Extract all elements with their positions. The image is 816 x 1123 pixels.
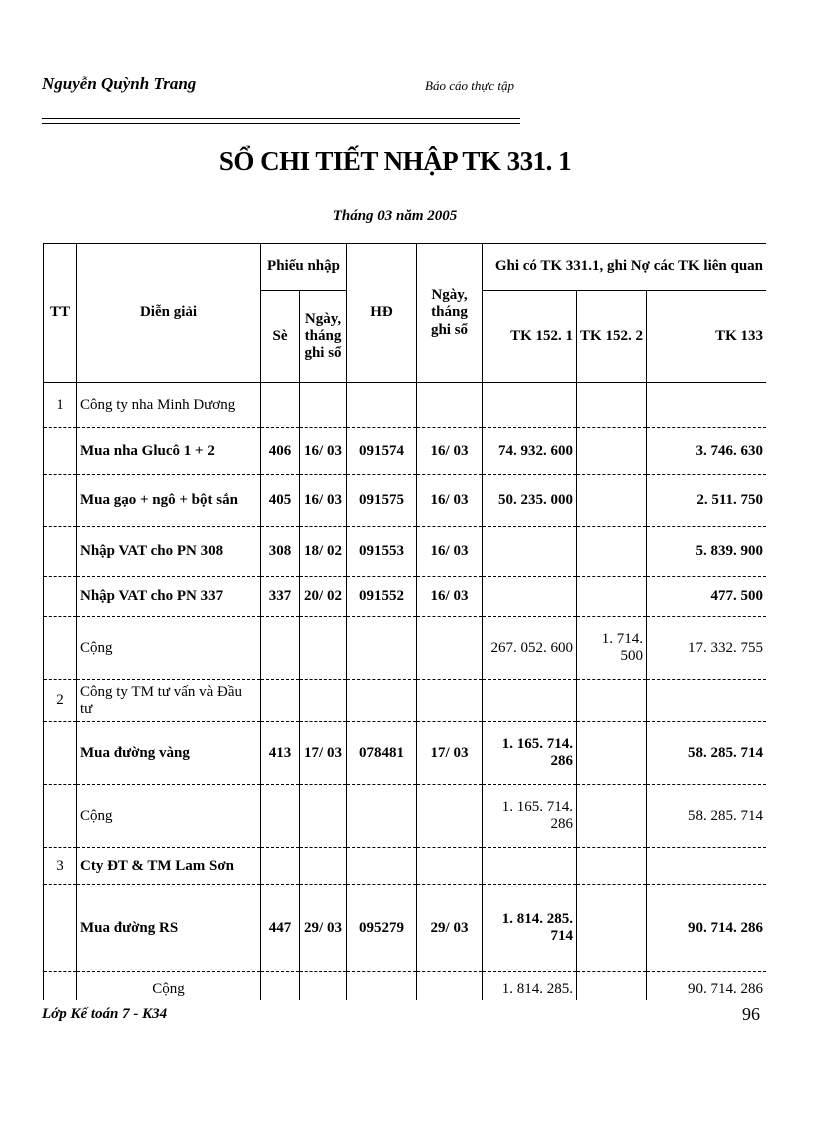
cell-ngay: 16/ 03 [300,475,347,527]
header-so: Sè [261,291,300,383]
cell-tk1521: 1. 814. 285. [483,972,577,1001]
header-tk1521: TK 152. 1 [483,291,577,383]
header-ghi-co: Ghi có TK 331.1, ghi Nợ các TK liên quan [483,244,766,291]
table-row [44,972,767,1001]
cell-ngay-ghi [417,972,483,1001]
header-tk133: TK 133 [647,291,766,383]
cell-dien-giai: Nhập VAT cho PN 337 [77,577,261,617]
cell-hd [347,785,417,848]
cell-tk133: 2. 511. 750 [647,475,766,527]
cell-tt [44,428,77,475]
cell-dien-giai: Cộng [77,617,261,680]
cell-ngay [300,785,347,848]
ledger-table-container [43,243,766,1000]
table-row [44,680,767,722]
cell-tt [44,972,77,1001]
cell-tk1521 [483,577,577,617]
table-row [44,428,767,475]
header-tk1522: TK 152. 2 [577,291,647,383]
cell-tk133: 5. 839. 900 [647,527,766,577]
cell-tt [44,722,77,785]
cell-tk1522 [577,383,647,428]
header-divider [42,118,520,119]
cell-tk133: 17. 332. 755 [647,617,766,680]
cell-ngay-ghi: 16/ 03 [417,428,483,475]
cell-tk1522 [577,475,647,527]
cell-ngay-ghi [417,848,483,885]
table-row [44,722,767,785]
header-hd: HĐ [347,244,417,383]
cell-so [261,680,300,722]
cell-hd [347,848,417,885]
cell-dien-giai: Mua nha Glucô 1 + 2 [77,428,261,475]
cell-ngay [300,680,347,722]
cell-ngay-ghi [417,785,483,848]
cell-ngay: 16/ 03 [300,428,347,475]
cell-tt [44,527,77,577]
header-ngay-thang-ghi-so: Ngày, tháng ghi sổ [417,244,483,383]
cell-tt [44,885,77,972]
cell-hd [347,617,417,680]
cell-tk1521 [483,680,577,722]
cell-tk1522 [577,972,647,1001]
cell-tk1522 [577,577,647,617]
cell-tk1521: 74. 932. 600 [483,428,577,475]
cell-tk133 [647,848,766,885]
cell-ngay-ghi: 16/ 03 [417,475,483,527]
cell-hd [347,383,417,428]
cell-ngay-ghi [417,680,483,722]
cell-so [261,383,300,428]
cell-ngay-ghi: 17/ 03 [417,722,483,785]
footer-class-name: Lớp Kế toán 7 - K34 [42,1006,168,1022]
cell-hd: 091574 [347,428,417,475]
table-row [44,577,767,617]
table-row [44,617,767,680]
cell-hd: 078481 [347,722,417,785]
cell-ngay [300,383,347,428]
cell-tt [44,577,77,617]
cell-dien-giai: Cộng [77,785,261,848]
cell-tk133: 3. 746. 630 [647,428,766,475]
cell-ngay-ghi: 16/ 03 [417,577,483,617]
cell-dien-giai: Mua gạo + ngô + bột sắn [77,475,261,527]
table-row [44,475,767,527]
cell-hd: 095279 [347,885,417,972]
cell-tk1521 [483,527,577,577]
author-name: Nguyễn Quỳnh Trang [42,74,197,93]
cell-dien-giai: Mua đường vàng [77,722,261,785]
cell-ngay-ghi: 16/ 03 [417,527,483,577]
cell-tk1522 [577,848,647,885]
header-phieu-nhap: Phiếu nhập [261,244,347,291]
cell-ngay [300,617,347,680]
cell-tk1522 [577,527,647,577]
cell-tt [44,617,77,680]
cell-tt: 1 [44,383,77,428]
cell-tk133: 477. 500 [647,577,766,617]
cell-tk1522 [577,785,647,848]
cell-dien-giai: Cộng [77,972,261,1001]
cell-tk1522: 1. 714. 500 [577,617,647,680]
table-row [44,848,767,885]
cell-so: 413 [261,722,300,785]
header-tt: TT [44,244,77,383]
table-row [44,785,767,848]
cell-so [261,972,300,1001]
cell-tk133: 90. 714. 286 [647,972,766,1001]
cell-tt [44,475,77,527]
cell-dien-giai: Nhập VAT cho PN 308 [77,527,261,577]
page-subtitle: Tháng 03 năm 2005 [332,208,458,224]
cell-ngay [300,848,347,885]
cell-hd: 091575 [347,475,417,527]
cell-ngay-ghi: 29/ 03 [417,885,483,972]
header-divider-secondary [42,123,520,124]
cell-ngay: 17/ 03 [300,722,347,785]
cell-so: 405 [261,475,300,527]
header-ngay-thang: Ngày, tháng ghi sổ [300,291,347,383]
cell-dien-giai: Mua đường RS [77,885,261,972]
page-number: 96 [742,1004,760,1024]
cell-hd: 091553 [347,527,417,577]
cell-hd: 091552 [347,577,417,617]
cell-hd [347,972,417,1001]
cell-tk133 [647,680,766,722]
cell-tk133: 58. 285. 714 [647,785,766,848]
cell-tk133: 58. 285. 714 [647,722,766,785]
cell-tk1521 [483,848,577,885]
cell-tt: 2 [44,680,77,722]
cell-so: 308 [261,527,300,577]
cell-ngay: 18/ 02 [300,527,347,577]
cell-tk1522 [577,885,647,972]
cell-tt: 3 [44,848,77,885]
cell-so [261,785,300,848]
cell-tt [44,785,77,848]
cell-tk1522 [577,428,647,475]
ledger-table [43,243,766,1000]
cell-tk1521: 1. 814. 285. 714 [483,885,577,972]
cell-tk1521: 1. 165. 714. 286 [483,785,577,848]
cell-ngay: 20/ 02 [300,577,347,617]
cell-tk1521: 50. 235. 000 [483,475,577,527]
cell-so [261,848,300,885]
cell-so: 406 [261,428,300,475]
cell-tk1521 [483,383,577,428]
cell-tk1522 [577,680,647,722]
cell-tk133: 90. 714. 286 [647,885,766,972]
cell-tk133 [647,383,766,428]
cell-dien-giai: Cty ĐT & TM Lam Sơn [77,848,261,885]
cell-tk1522 [577,722,647,785]
header-dien-giai: Diễn giải [77,244,261,383]
cell-ngay-ghi [417,383,483,428]
cell-dien-giai: Công ty nha Minh Dương [77,383,261,428]
cell-so [261,617,300,680]
table-row [44,383,767,428]
report-label: Báo cáo thực tập [425,78,515,93]
cell-ngay-ghi [417,617,483,680]
table-row [44,527,767,577]
cell-tk1521: 267. 052. 600 [483,617,577,680]
cell-ngay: 29/ 03 [300,885,347,972]
page-title: SỔ CHI TIẾT NHẬP TK 331. 1 [218,146,572,176]
table-row [44,885,767,972]
cell-hd [347,680,417,722]
cell-so: 337 [261,577,300,617]
cell-tk1521: 1. 165. 714. 286 [483,722,577,785]
cell-ngay [300,972,347,1001]
cell-so: 447 [261,885,300,972]
cell-dien-giai: Công ty TM tư vấn và Đầu tư [77,680,261,722]
